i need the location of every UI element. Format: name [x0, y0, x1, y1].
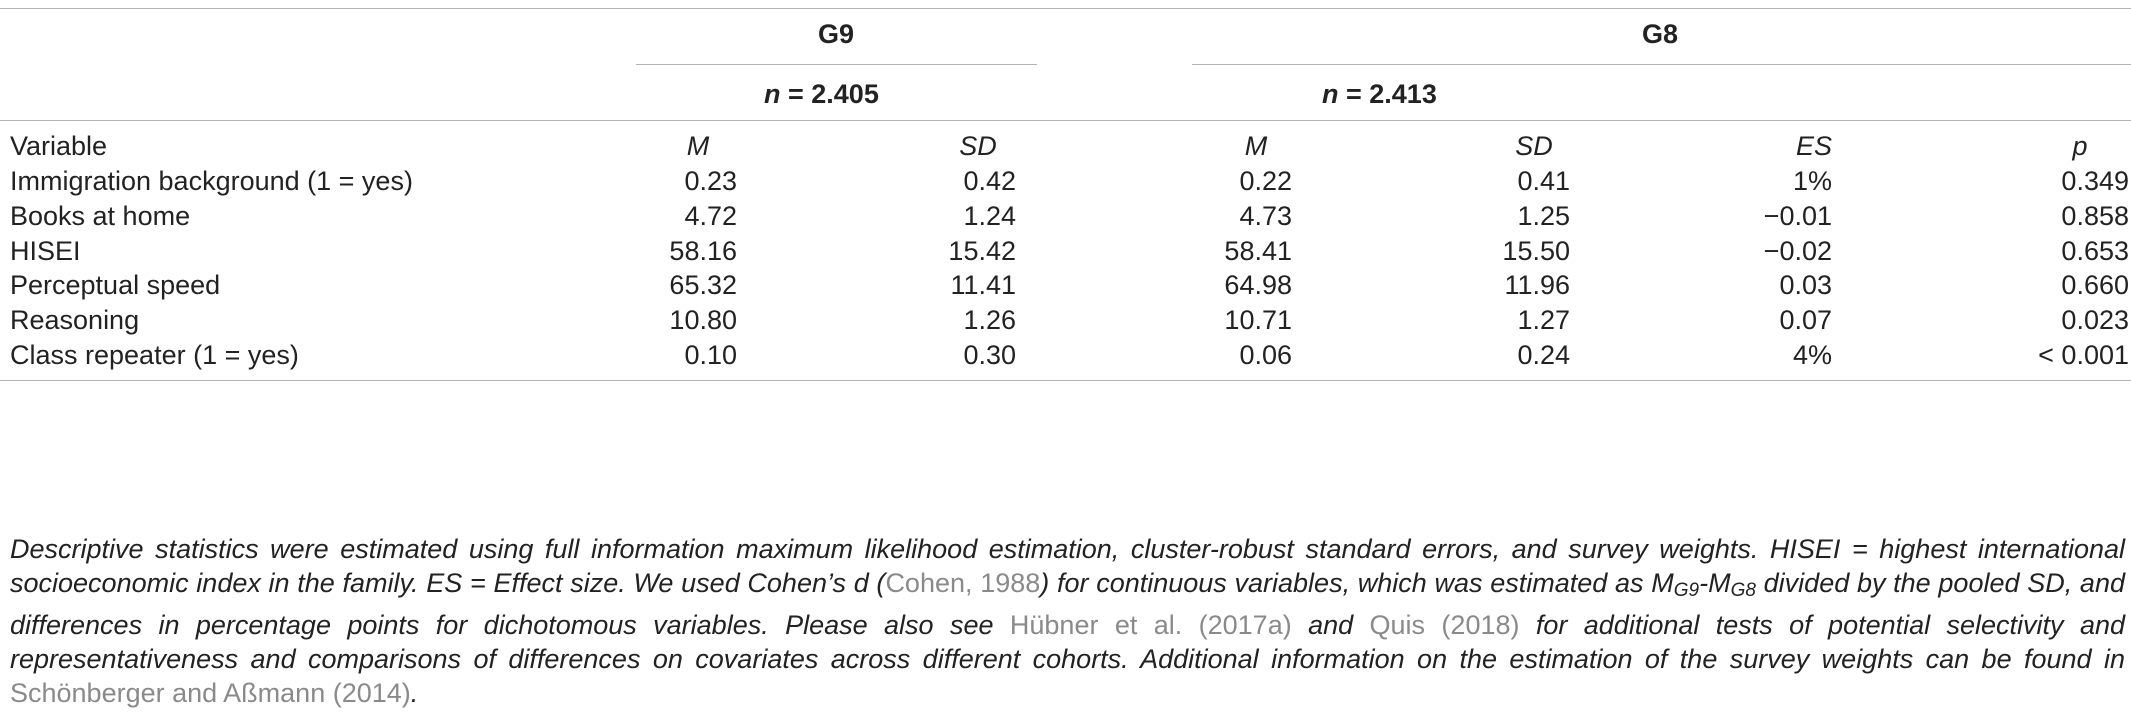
col-header-p: p [2072, 131, 2088, 161]
cell-variable: Immigration background (1 = yes) [10, 166, 413, 196]
g9-n-value: = 2.405 [780, 79, 879, 109]
footnote-ref-huebner[interactable]: Hübner et al. (2017a) [1009, 610, 1292, 640]
col-header-es: ES [1795, 131, 1833, 161]
col-header-variable: Variable [10, 131, 108, 161]
footnote-text-1: Descriptive statistics were estimated using full information maximum likelihood estimation, cluster-robust standard errors, and survey weights. HISEI = highest international socioeconomic index in the family. ES = Effect size. We used Cohen’s d ( [10, 534, 2125, 598]
footnote-ref-quis[interactable]: Quis (2018) [1369, 610, 1520, 640]
table-footnote [10, 532, 2125, 710]
g8-sample-size [1322, 78, 1437, 110]
g8-group-rule [1192, 64, 2131, 65]
cell-g8-sd: 0.41 [1517, 166, 1570, 196]
footnote-text-3: -M [1699, 568, 1731, 598]
cell-g8-m: 0.22 [1239, 166, 1292, 196]
col-header-g8-sd: SD [1515, 131, 1553, 161]
footnote-ref-schoenberger[interactable]: Schönberger and Aßmann (2014) [10, 678, 411, 708]
cell-variable: Perceptual speed [10, 270, 221, 300]
cell-g8-m: 10.71 [1224, 305, 1292, 335]
cell-g8-sd: 1.27 [1517, 305, 1570, 335]
cell-es: 1% [1792, 166, 1832, 196]
footnote-sub-g8: G8 [1730, 580, 1756, 601]
g9-sample-size [764, 78, 879, 110]
cell-p: 0.023 [2061, 305, 2129, 335]
cell-es: −0.01 [1763, 201, 1832, 231]
cell-p: 0.858 [2061, 201, 2129, 231]
cell-g9-m: 0.10 [684, 340, 737, 370]
g8-n-value: = 2.413 [1338, 79, 1437, 109]
col-header-g9-sd: SD [959, 131, 997, 161]
footnote-text-7: . [410, 678, 419, 708]
cell-variable: Class repeater (1 = yes) [10, 340, 299, 370]
cell-g9-sd: 11.41 [950, 270, 1016, 300]
cell-g9-sd: 0.42 [963, 166, 1016, 196]
cell-g9-m: 10.80 [669, 305, 737, 335]
cell-g9-m: 4.72 [684, 201, 737, 231]
cell-g8-m: 0.06 [1239, 340, 1292, 370]
col-header-g9-m: M [686, 131, 710, 161]
g9-group-rule [636, 64, 1037, 65]
cell-g8-sd: 1.25 [1517, 201, 1570, 231]
cell-g9-m: 0.23 [684, 166, 737, 196]
cell-g8-sd: 11.96 [1504, 270, 1570, 300]
cell-g9-sd: 1.24 [963, 201, 1016, 231]
footnote-text-4: divided by the pooled SD, and differences in percentage points for dichotomous variables. Please also see [10, 568, 2125, 640]
cell-p: 0.653 [2061, 236, 2129, 266]
cell-es: −0.02 [1763, 236, 1832, 266]
table-bottom-rule [0, 380, 2131, 381]
group-header-g9: G9 [817, 19, 855, 49]
cell-variable: Books at home [10, 201, 191, 231]
cell-variable: HISEI [10, 236, 81, 266]
cell-g9-m: 65.32 [669, 270, 737, 300]
cell-es: 0.07 [1779, 305, 1832, 335]
footnote-sub-g9: G9 [1673, 580, 1700, 601]
footnote-ref-cohen[interactable]: Cohen, 1988 [885, 568, 1041, 598]
cell-g8-m: 64.98 [1224, 270, 1292, 300]
footnote-text-2: ) for continuous variables, which was estimated as M [1040, 568, 1674, 598]
footnote-text-5: and [1291, 610, 1370, 640]
cell-g8-sd: 15.50 [1502, 236, 1570, 266]
cell-p: 0.349 [2061, 166, 2129, 196]
cell-es: 4% [1792, 340, 1832, 370]
cell-p: < 0.001 [2038, 340, 2129, 370]
cell-g9-sd: 0.30 [963, 340, 1016, 370]
cell-g9-m: 58.16 [669, 236, 737, 266]
footnote-text-6: for additional tests of potential selectivity and representativeness and comparisons of differences on covariates across different cohorts. Additional information on the estimation of the survey weights can be found in [10, 610, 2125, 674]
g9-n-symbol: n [764, 79, 781, 109]
cell-g9-sd: 1.26 [963, 305, 1016, 335]
cell-variable: Reasoning [10, 305, 140, 335]
group-header-g8: G8 [1641, 19, 1679, 49]
cell-p: 0.660 [2061, 270, 2129, 300]
col-header-g8-m: M [1244, 131, 1268, 161]
table-top-rule [0, 8, 2131, 9]
cell-g8-m: 4.73 [1239, 201, 1292, 231]
g8-n-symbol: n [1322, 79, 1339, 109]
cell-g8-m: 58.41 [1224, 236, 1292, 266]
cell-es: 0.03 [1779, 270, 1832, 300]
cell-g9-sd: 15.42 [948, 236, 1016, 266]
header-bottom-rule [0, 120, 2131, 121]
cell-g8-sd: 0.24 [1517, 340, 1570, 370]
